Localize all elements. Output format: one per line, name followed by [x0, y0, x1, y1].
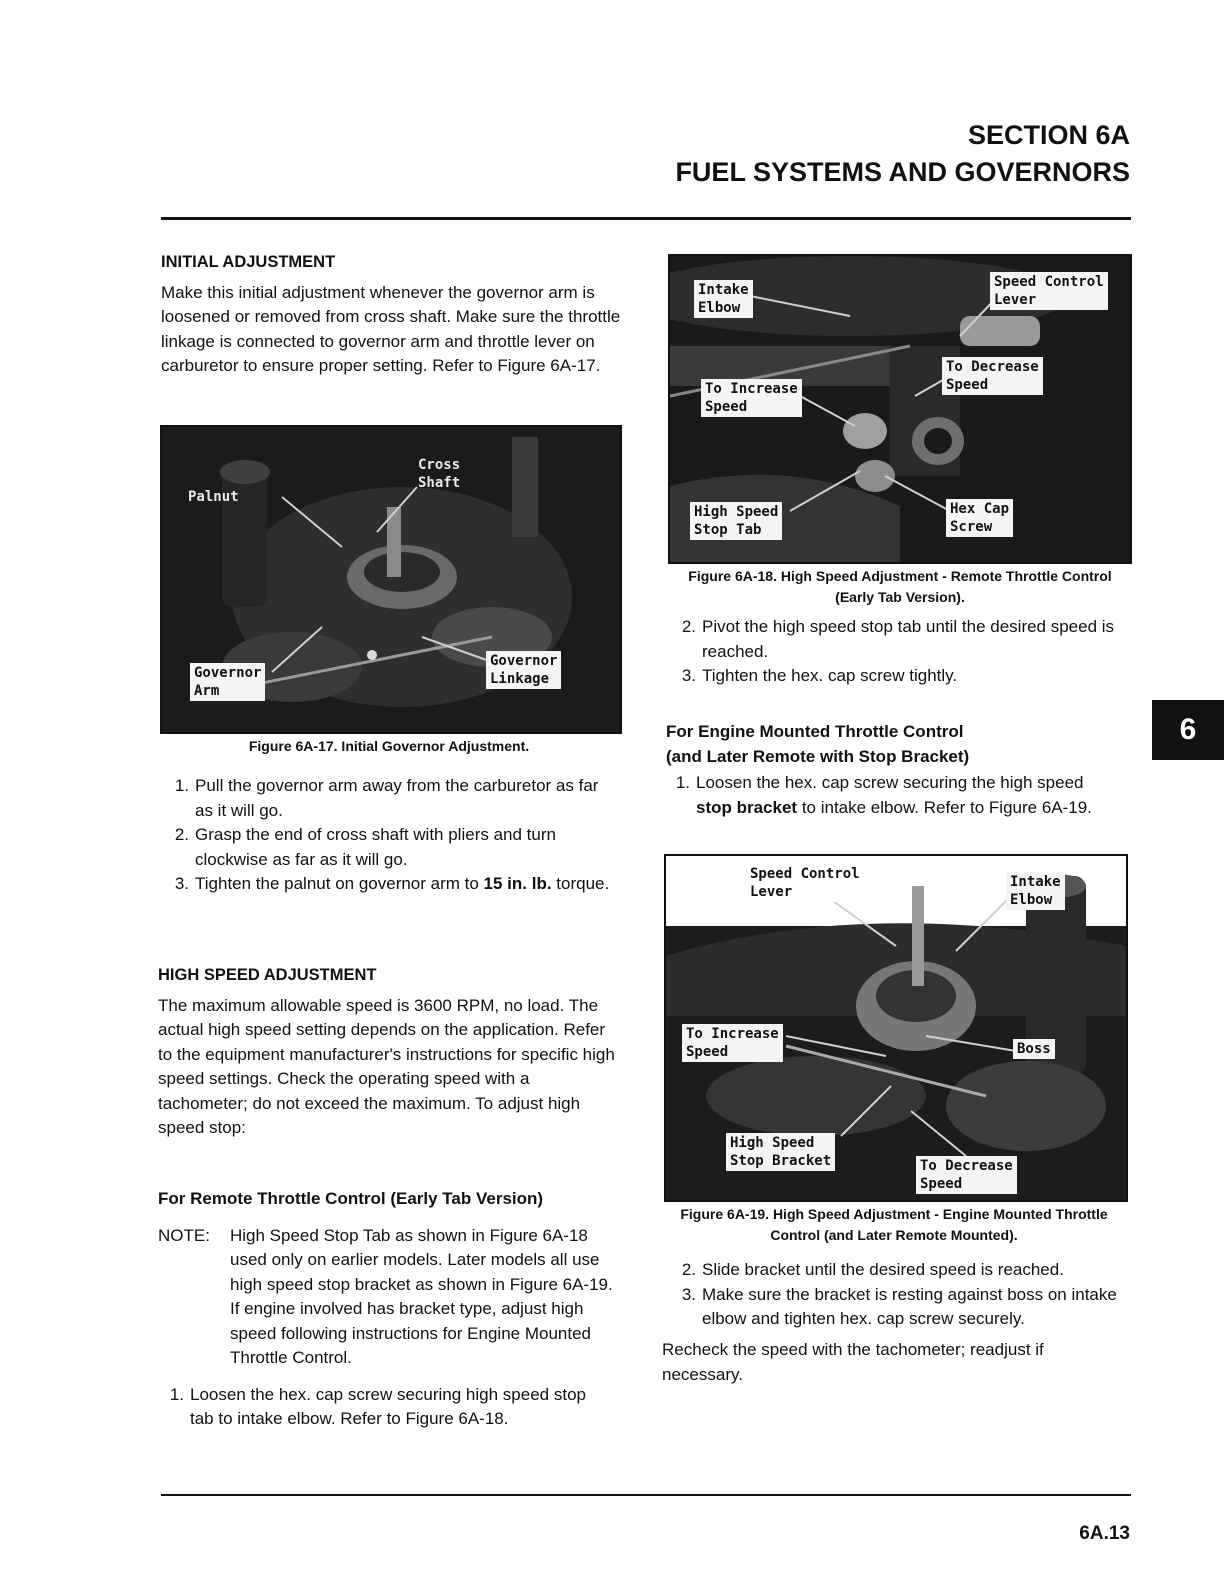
header-rule — [161, 217, 1131, 220]
label-to-decrease-speed: To Decrease Speed — [942, 357, 1043, 395]
label-high-speed-stop-bracket: High Speed Stop Bracket — [726, 1133, 835, 1171]
engine-steps-list — [672, 1258, 1127, 1332]
step-text: Tighten the palnut on governor arm to 15 in. lb. torque. — [195, 874, 610, 893]
label-speed-control-lever: Speed Control Lever — [990, 272, 1108, 310]
label-palnut: Palnut — [188, 489, 239, 505]
step-text: Pull the governor arm away from the carburetor as far as it will go. — [195, 776, 599, 820]
step-number: 2. — [681, 1260, 696, 1279]
list-item — [165, 774, 620, 823]
step-number: 3. — [681, 666, 696, 685]
torque-value: 15 in. lb. — [483, 874, 552, 893]
label-to-increase-speed: To Increase Speed — [682, 1024, 783, 1062]
initial-adjustment-section — [161, 250, 621, 379]
step-number: 1. — [169, 1384, 184, 1404]
initial-adjustment-heading: INITIAL ADJUSTMENT — [161, 253, 336, 271]
step-text: Make sure the bracket is resting against boss on intake elbow and tighten hex. cap screw securely. — [702, 1284, 1117, 1328]
label-speed-control-lever: Speed Control Lever — [746, 864, 864, 902]
initial-steps-list — [165, 774, 620, 897]
label-boss: Boss — [1013, 1039, 1055, 1059]
remote-throttle-section — [158, 1187, 620, 1432]
label-high-speed-stop-tab: High Speed Stop Tab — [690, 502, 782, 540]
figure-6a-18-caption: Figure 6A-18. High Speed Adjustment - Remote Throttle Control (Early Tab Version). — [688, 568, 1112, 605]
list-item — [165, 872, 620, 897]
step-number: 2. — [174, 825, 189, 844]
list-item — [165, 823, 620, 872]
label-cross-shaft: Cross Shaft — [418, 457, 461, 491]
figure-6a-17-caption: Figure 6A-17. Initial Governor Adjustment. — [248, 738, 530, 754]
recheck-text: Recheck the speed with the tachometer; readjust if necessary. — [662, 1340, 1044, 1384]
step-text: Tighten the hex. cap screw tightly. — [702, 666, 958, 685]
step-text: Pivot the high speed stop tab until the desired speed is reached. — [702, 617, 1115, 661]
step-number: 1. — [174, 776, 189, 795]
engine-mounted-section — [666, 720, 1126, 820]
recheck-paragraph — [662, 1338, 1122, 1387]
figure-6a-18 — [668, 254, 1132, 564]
high-speed-section — [158, 963, 620, 1141]
note-label: NOTE: — [158, 1225, 210, 1245]
step-text: Slide bracket until the desired speed is reached. — [702, 1260, 1064, 1279]
page-number: 6A.13 — [1079, 1523, 1130, 1544]
list-item — [672, 615, 1127, 664]
figure-6a-19-caption: Figure 6A-19. High Speed Adjustment - Engine Mounted Throttle Control (and Later Remote Mounted). — [680, 1206, 1108, 1243]
high-speed-heading: HIGH SPEED ADJUSTMENT — [158, 966, 377, 984]
step-number: 2. — [681, 617, 696, 636]
footer-rule — [161, 1494, 1131, 1496]
step-number: 3. — [681, 1284, 696, 1304]
section-thumb-tab: 6 — [1152, 700, 1224, 760]
label-governor-arm: Governor Arm — [190, 663, 265, 701]
high-speed-paragraph: The maximum allowable speed is 3600 RPM, no load. The actual high speed setting depends on the application. Refer to the equipment manufacturer's instructions for specific high speed settings. Check the operating speed with a tachometer; do not exceed the maximum. To adjust high speed stop: — [158, 995, 615, 1137]
list-item — [666, 771, 1126, 820]
label-intake-elbow: Intake Elbow — [694, 280, 753, 318]
step-number: 1. — [675, 773, 690, 792]
label-hex-cap-screw: Hex Cap Screw — [946, 499, 1013, 537]
step-text: Grasp the end of cross shaft with pliers and turn clockwise as far as it will go. — [195, 825, 556, 869]
label-intake-elbow: Intake Elbow — [1006, 872, 1065, 910]
list-item — [672, 1258, 1127, 1283]
note-block — [158, 1224, 620, 1371]
list-item — [672, 1283, 1127, 1332]
engine-mounted-heading: For Engine Mounted Throttle Control — [666, 722, 964, 741]
figure-6a-19 — [664, 854, 1128, 1202]
step-text: Loosen the hex. cap screw securing the high speed stop bracket to intake elbow. Refer to Figure 6A-19. — [696, 773, 1092, 817]
list-item — [158, 1383, 620, 1432]
initial-adjustment-paragraph: Make this initial adjustment whenever the governor arm is loosened or removed from cross shaft. Make sure the throttle linkage is connected to governor arm and throttle lever on carburetor to ensure proper setting. Refer to Figure 6A-17. — [161, 282, 621, 375]
label-to-decrease-speed: To Decrease Speed — [916, 1156, 1017, 1194]
note-text: High Speed Stop Tab as shown in Figure 6A-18 used only on earlier models. Later models all use high speed stop bracket as shown in Figure 6A-19. If engine involved has bracket type, adjust high speed following instructions for Engine Mounted Throttle Control. — [230, 1225, 613, 1367]
label-to-increase-speed: To Increase Speed — [701, 379, 802, 417]
remote-steps-list — [672, 615, 1127, 689]
step-number: 3. — [174, 874, 189, 893]
stop-bracket-term: stop bracket — [696, 797, 798, 817]
figure-6a-17 — [160, 425, 622, 734]
list-item — [672, 664, 1127, 689]
engine-mounted-subheading: (and Later Remote with Stop Bracket) — [666, 746, 970, 766]
section-title: FUEL SYSTEMS AND GOVERNORS — [675, 157, 1130, 187]
remote-throttle-heading: For Remote Throttle Control (Early Tab Version) — [158, 1189, 544, 1208]
label-governor-linkage: Governor Linkage — [486, 651, 561, 689]
step-text: Loosen the hex. cap screw securing high speed stop tab to intake elbow. Refer to Figure 6A-18. — [190, 1384, 586, 1428]
section-number: SECTION 6A — [967, 120, 1130, 150]
